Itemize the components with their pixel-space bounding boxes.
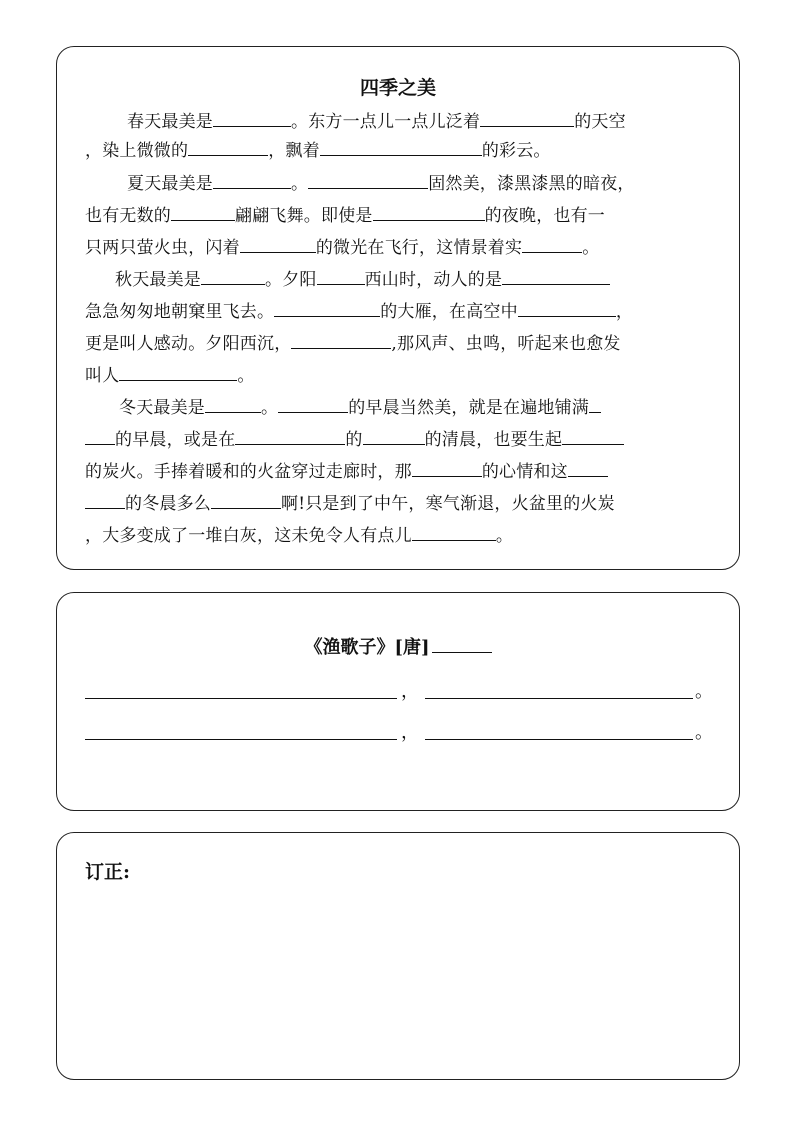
essay-line xyxy=(85,521,513,546)
essay-line xyxy=(85,361,255,386)
text: ，染上微微的 xyxy=(85,141,189,161)
text: 的清晨，也要生起 xyxy=(424,430,563,450)
blank[interactable] xyxy=(412,460,482,477)
text: 。 xyxy=(495,526,514,546)
text: 。 xyxy=(237,366,255,386)
text: 叫人 xyxy=(85,366,120,386)
blank[interactable] xyxy=(274,300,380,317)
text: 。东方一点儿一点儿泛着 xyxy=(291,112,481,132)
comma: ， xyxy=(401,681,419,702)
text: ,那风声、虫鸣，听起来也愈发 xyxy=(391,334,621,354)
poem-blank[interactable] xyxy=(85,698,397,699)
correction-box[interactable] xyxy=(56,832,740,1080)
text: 的彩云。 xyxy=(481,141,551,161)
poem-title-text: 《渔歌子》[唐] xyxy=(304,637,430,658)
blank[interactable] xyxy=(291,332,391,349)
essay-line xyxy=(85,136,551,161)
blank[interactable] xyxy=(562,428,624,445)
essay-title: 四季之美 xyxy=(359,77,436,99)
poem-line-2 xyxy=(85,720,725,744)
text: ， xyxy=(615,302,634,322)
text: 也有无数的 xyxy=(85,206,171,226)
blank[interactable] xyxy=(205,396,261,413)
text: 秋天最美是 xyxy=(115,270,201,290)
poem-title xyxy=(57,633,739,659)
blank[interactable] xyxy=(518,300,616,317)
blank[interactable] xyxy=(119,364,237,381)
text: 。夕阳 xyxy=(265,270,317,290)
text: 翩翩飞舞。即使是 xyxy=(235,206,373,226)
text: 夏天最美是 xyxy=(127,174,213,194)
period: 。 xyxy=(695,681,713,702)
text: 急急匆匆地朝窠里飞去。 xyxy=(85,302,275,322)
essay-line xyxy=(85,489,615,514)
blank[interactable] xyxy=(373,204,485,221)
blank[interactable] xyxy=(85,492,125,509)
text: ，飘着 xyxy=(268,141,320,161)
poem-blank[interactable] xyxy=(85,739,397,740)
blank[interactable] xyxy=(235,428,345,445)
text: 的天空 xyxy=(574,112,626,132)
essay-box xyxy=(56,46,740,570)
text: 的夜晚，也有一 xyxy=(484,206,606,226)
text: 的微光在飞行，这情景着实 xyxy=(315,238,523,258)
essay-line xyxy=(85,329,621,354)
comma: ， xyxy=(401,722,419,743)
text: 。 xyxy=(261,398,279,418)
text: 。 xyxy=(291,174,309,194)
blank[interactable] xyxy=(363,428,425,445)
text: 春天最美是 xyxy=(127,112,213,132)
text: 的早晨当然美，就是在遍地铺满 xyxy=(348,398,590,418)
text: 冬天最美是 xyxy=(119,398,205,418)
essay-line xyxy=(85,201,605,226)
text: 的大雁，在高空中 xyxy=(380,302,518,322)
essay-line xyxy=(85,297,633,322)
blank[interactable] xyxy=(568,460,608,477)
essay-line xyxy=(115,265,610,290)
text: 固然美，漆黑漆黑的暗夜， xyxy=(428,174,635,194)
text: 的炭火。手捧着暖和的火盆穿过走廊时，那 xyxy=(85,462,412,482)
essay-line xyxy=(127,169,635,194)
blank[interactable] xyxy=(201,268,265,285)
poem-line-1 xyxy=(85,679,725,703)
text: 的冬晨多么 xyxy=(125,494,211,514)
text: 只两只萤火虫，闪着 xyxy=(85,238,240,258)
blank[interactable] xyxy=(171,204,235,221)
blank[interactable] xyxy=(502,268,610,285)
correction-label: 订正: xyxy=(85,861,131,883)
blank[interactable] xyxy=(320,139,482,156)
essay-line xyxy=(85,233,599,258)
text: 的心情和这 xyxy=(481,462,568,482)
essay-line xyxy=(119,393,601,418)
text: ，大多变成了一堆白灰，这未免令人有点儿 xyxy=(85,526,412,546)
essay-line xyxy=(127,107,626,132)
blank[interactable] xyxy=(317,268,365,285)
period: 。 xyxy=(695,722,713,743)
blank[interactable] xyxy=(211,492,281,509)
blank[interactable] xyxy=(213,172,291,189)
blank[interactable] xyxy=(188,139,268,156)
essay-line xyxy=(85,425,624,450)
blank[interactable] xyxy=(213,110,291,127)
blank[interactable] xyxy=(85,428,115,445)
text: 更是叫人感动。夕阳西沉， xyxy=(85,334,292,354)
poem-blank[interactable] xyxy=(425,739,693,740)
blank[interactable] xyxy=(240,236,316,253)
text: 的 xyxy=(345,430,363,450)
blank[interactable] xyxy=(412,524,496,541)
blank[interactable] xyxy=(589,396,601,413)
blank[interactable] xyxy=(480,110,574,127)
blank[interactable] xyxy=(308,172,428,189)
blank[interactable] xyxy=(278,396,348,413)
essay-line xyxy=(85,457,608,482)
author-blank[interactable] xyxy=(432,636,492,653)
text: 啊!只是到了中午，寒气渐退，火盆里的火炭 xyxy=(281,494,615,514)
text: 西山时，动人的是 xyxy=(364,270,503,290)
text: 的早晨，或是在 xyxy=(115,430,236,450)
poem-blank[interactable] xyxy=(425,698,693,699)
blank[interactable] xyxy=(522,236,582,253)
text: 。 xyxy=(582,238,600,258)
poem-box xyxy=(56,592,740,811)
